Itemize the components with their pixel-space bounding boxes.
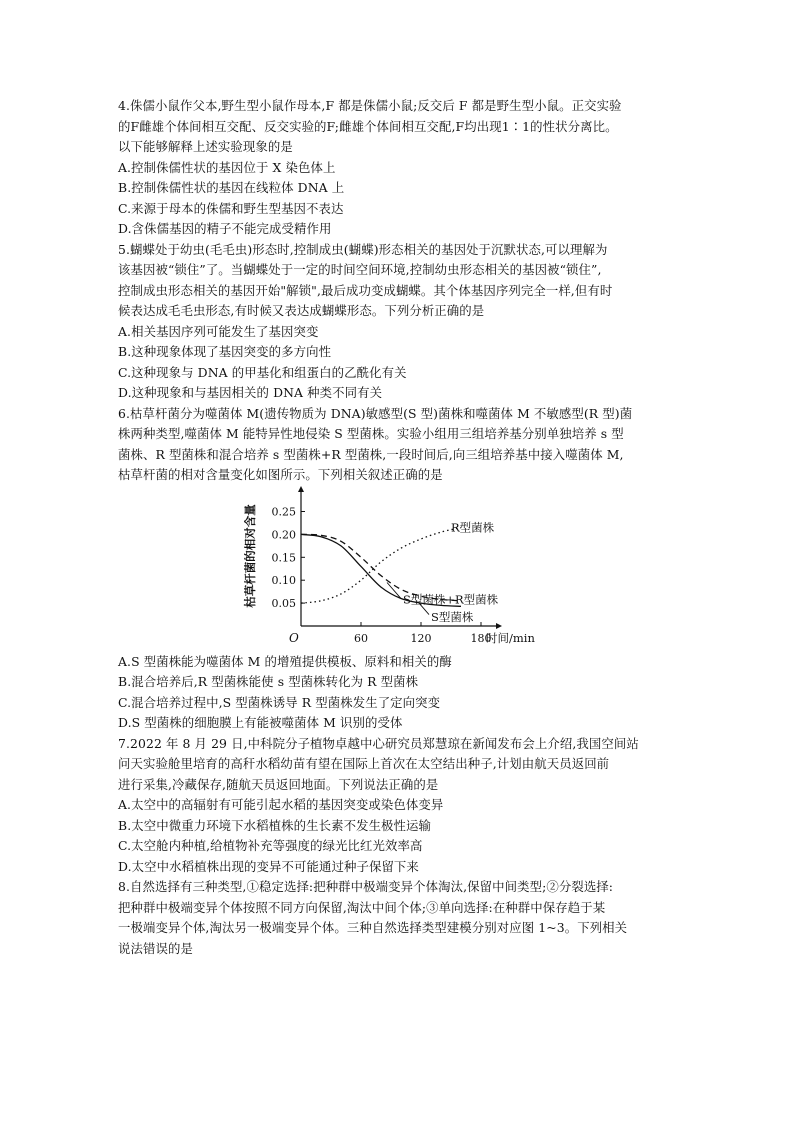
- s-strain-label: S型菌株: [431, 609, 474, 624]
- y-tick-label: 0.15: [271, 550, 296, 564]
- q5-option-1: A.相关基因序列可能发生了基因突变: [118, 323, 319, 339]
- q4-stem-line-1: 4.侏儒小鼠作父本,野生型小鼠作母本,F 都是侏儒小鼠;反交后 F 都是野生型小鼠。正交实验: [118, 98, 622, 113]
- q5-stem-line-1: 5.蝴蝶处于幼虫(毛毛虫)形态时,控制成虫(蝴蝶)形态相关的基因处于沉默状态,可以理解为: [118, 241, 608, 257]
- q6-option-2: B.混合培养后,R 型菌株能使 s 型菌株转化为 R 型菌株: [118, 674, 419, 689]
- question-7: [118, 734, 684, 878]
- q5-stem-line-4: 候表达成毛毛虫形态,有时候又表达成蝴蝶形态。下列分析正确的是: [118, 303, 485, 318]
- chart-svg: [118, 486, 684, 652]
- q5-option-4: D.这种现象和与基因相关的 DNA 种类不同有关: [118, 385, 383, 400]
- x-tick-label: 180: [470, 631, 492, 645]
- q4-option-4: D.含侏儒基因的精子不能完成受精作用: [118, 221, 332, 236]
- q6-stem-line-4: 枯草杆菌的相对含量变化如图所示。下列相关叙述正确的是: [118, 467, 443, 482]
- y-axis-arrow: [298, 486, 304, 492]
- q5-stem-line-3: 控制成虫形态相关的基因开始"解锁",最后成功变成蝴蝶。其个体基因序列完全一样,但有时: [118, 282, 613, 298]
- s-plus-r-label: S型菌株+R型菌株: [403, 591, 499, 606]
- q5-stem-line-2: 该基因被“锁住”了。当蝴蝶处于一定的时间空间环境,控制幼虫形态相关的基因被“锁住”,: [118, 262, 602, 277]
- q4-option-3: C.来源于母本的侏儒和野生型基因不表达: [118, 200, 344, 216]
- q5-option-3: C.这种现象与 DNA 的甲基化和组蛋白的乙酰化有关: [118, 364, 407, 380]
- q4-option-1: A.控制侏儒性状的基因位于 X 染色体上: [118, 159, 336, 175]
- y-tick-label: 0.05: [271, 596, 296, 610]
- question-5: [118, 240, 684, 404]
- y-tick-label: 0.10: [271, 573, 296, 587]
- q4-stem-line-3: 以下能够解释上述实验现象的是: [118, 139, 293, 154]
- x-axis-label: 时间/min: [486, 630, 535, 645]
- q7-option-2: B.太空中微重力环境下水稻植株的生长素不发生极性运输: [118, 817, 432, 833]
- q6-stem-line-1: 6.枯草杆菌分为噬菌体 M(遗传物质为 DNA)敏感型(S 型)菌株和噬菌体 M 不敏感型(R 型)菌: [118, 405, 633, 421]
- q8-stem-line-4: 说法错误的是: [118, 940, 193, 956]
- x-tick-label: 120: [410, 631, 432, 645]
- q6-option-1: A.S 型菌株能为噬菌体 M 的增殖提供模板、原料和相关的酶: [118, 653, 452, 669]
- q4-option-2: B.控制侏儒性状的基因在线粒体 DNA 上: [118, 180, 345, 195]
- origin-label: O: [289, 630, 299, 645]
- question-4: [118, 96, 684, 240]
- q6-option-4: D.S 型菌株的细胞膜上有能被噬菌体 M 识别的受体: [118, 715, 403, 730]
- x-tick-label: 60: [354, 631, 368, 645]
- q7-stem-line-1: 7.2022 年 8 月 29 日,中科院分子植物卓越中心研究员郑慧琼在新闻发布会上介绍,我国空间站: [118, 735, 639, 751]
- s-plus-r-line: [301, 534, 461, 600]
- q8-stem-line-1: 8.自然选择有三种类型,①稳定选择:把种群中极端变异个体淘汰,保留中间类型;②分裂选择:: [118, 879, 614, 894]
- q6-option-3: C.混合培养过程中,S 型菌株诱导 R 型菌株发生了定向突变: [118, 694, 441, 710]
- y-tick-label: 0.25: [271, 505, 296, 518]
- q6-stem-line-2: 株两种类型,噬菌体 M 能特异性地侵染 S 型菌株。实验小组用三组培养基分别单独培养 s 型: [118, 426, 624, 441]
- r-strain-label: R型菌株: [451, 520, 495, 535]
- y-tick-label: 0.20: [271, 527, 296, 541]
- q7-stem-line-2: 问天实验舱里培育的高秆水稻幼苗有望在国际上首次在太空结出种子,计划由航天员返回前: [118, 756, 610, 771]
- question-8: [118, 877, 684, 959]
- q5-option-2: B.这种现象体现了基因突变的多方向性: [118, 344, 332, 359]
- q7-option-1: A.太空中的高辐射有可能引起水稻的基因突变或染色体变异: [118, 797, 444, 812]
- q8-stem-line-2: 把种群中极端变异个体按照不同方向保留,淘汰中间个体;③单向选择:在种群中保存趋于某: [118, 899, 606, 915]
- question-6: [118, 404, 684, 486]
- q7-stem-line-3: 进行采集,冷藏保存,随航天员返回地面。下列说法正确的是: [118, 776, 439, 792]
- q4-stem-line-2: 的F雌雄个体间相互交配、反交实验的F;雌雄个体间相互交配,F均出现1∶1的性状分离比。: [118, 118, 618, 134]
- q7-option-3: C.太空舱内种植,给植物补充等强度的绿光比红光效率高: [118, 838, 423, 853]
- question-6-options: [118, 652, 684, 734]
- q7-option-4: D.太空中水稻植株出现的变异不可能通过种子保留下来: [118, 858, 419, 874]
- s-plus-r-leader: [387, 582, 401, 598]
- x-axis-arrow: [496, 623, 502, 629]
- q8-stem-line-3: 一极端变异个体,淘汰另一极端变异个体。三种自然选择类型建模分别对应图 1~3。下列相关: [118, 920, 628, 935]
- exam-page: [118, 96, 684, 959]
- q6-stem-line-3: 菌株、R 型菌株和混合培养 s 型菌株+R 型菌株,一段时间后,向三组培养基中接入噬菌体 M,: [118, 446, 624, 462]
- y-axis-label: 枯草杆菌的相对含量: [243, 503, 257, 608]
- bacteria-chart: [118, 486, 684, 652]
